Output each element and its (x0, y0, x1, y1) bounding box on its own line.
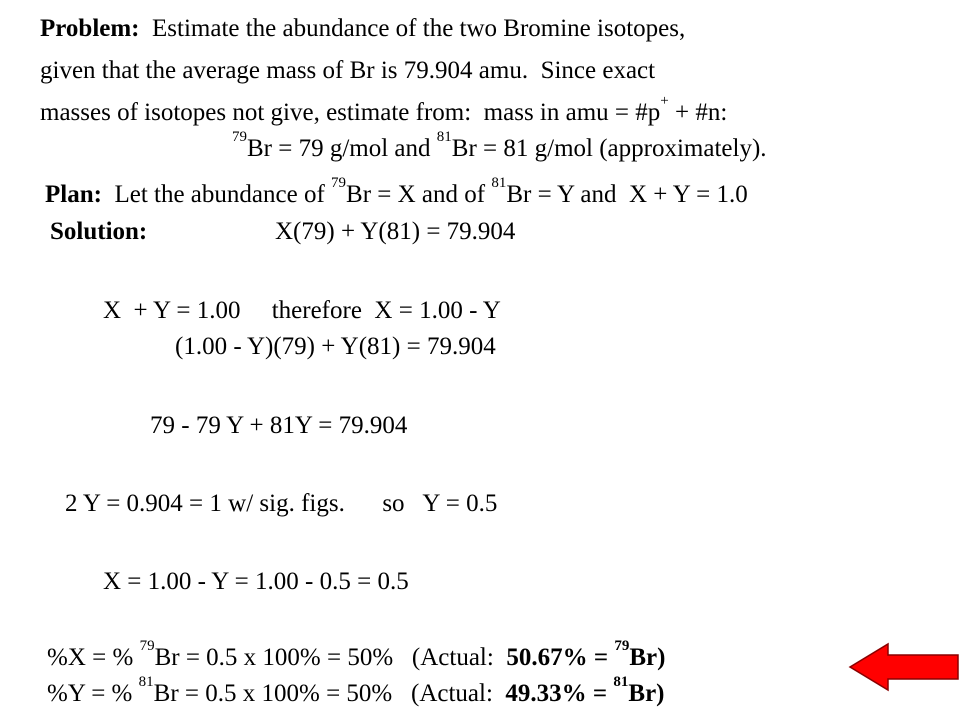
result-y-actual-mass: 81 (613, 674, 629, 690)
problem-line-1 (40, 14, 685, 44)
result-y-text-2: Br = 0.5 x 100% = 50% (Actual: (153, 680, 506, 707)
result-x-text-2: Br = 0.5 x 100% = 50% (Actual: (154, 644, 507, 671)
result-x-text-1: %X = % (47, 644, 140, 671)
solution-eq-5: 2 Y = 0.904 = 1 w/ sig. figs. so Y = 0.5 (65, 490, 498, 517)
plan-text-3: Br = Y and X + Y = 1.0 (506, 181, 748, 208)
red-left-arrow-icon (848, 642, 960, 692)
plan-mass-81: 81 (491, 175, 507, 191)
result-x-actual-element: Br) (629, 644, 666, 671)
problem-line-2: given that the average mass of Br is 79.904 amu. Since exact (40, 57, 656, 84)
solution-eq-2: X + Y = 1.00 therefore X = 1.00 - Y (103, 297, 501, 324)
result-y-mass: 81 (138, 674, 154, 690)
result-x-line (47, 638, 666, 673)
solution-eq-1: X(79) + Y(81) = 79.904 (275, 218, 516, 245)
solution-eq-6: X = 1.00 - Y = 1.00 - 0.5 = 0.5 (103, 568, 409, 595)
solution-label: Solution: (50, 218, 148, 245)
result-y-actual-value: 49.33% = (505, 680, 614, 707)
plan-label: Plan: (45, 181, 102, 208)
problem-label: Problem: (40, 15, 140, 42)
problem-text-4b: Br = 81 g/mol (approximately). (451, 135, 767, 162)
problem-text-4a: Br = 79 g/mol and (247, 135, 437, 162)
result-x-actual (506, 638, 666, 671)
result-x-mass: 79 (139, 638, 155, 654)
proton-charge: + (660, 93, 669, 109)
result-x-actual-mass: 79 (614, 638, 630, 654)
problem-text-1: Estimate the abundance of the two Bromine isotopes, (152, 15, 686, 42)
problem-line-4 (232, 129, 767, 164)
result-x-actual-value: 50.67% = (506, 644, 615, 671)
plan-line (45, 175, 748, 210)
problem-text-3b: + #n: (668, 99, 728, 126)
result-y-text-1: %Y = % (47, 680, 139, 707)
mass-number-81: 81 (436, 129, 452, 145)
plan-text-1: Let the abundance of (114, 181, 332, 208)
result-y-actual-element: Br) (628, 680, 665, 707)
problem-line-3 (40, 93, 728, 128)
problem-text-3a: masses of isotopes not give, estimate from: mass in amu = #p (40, 99, 661, 126)
mass-number-79: 79 (232, 129, 247, 145)
result-y-actual (505, 674, 665, 707)
result-y-line (47, 674, 665, 709)
solution-eq-4: 79 - 79 Y + 81Y = 79.904 (150, 412, 408, 439)
plan-text-2: Br = X and of (346, 181, 492, 208)
solution-eq-3: (1.00 - Y)(79) + Y(81) = 79.904 (175, 333, 496, 360)
plan-mass-79: 79 (331, 175, 347, 191)
